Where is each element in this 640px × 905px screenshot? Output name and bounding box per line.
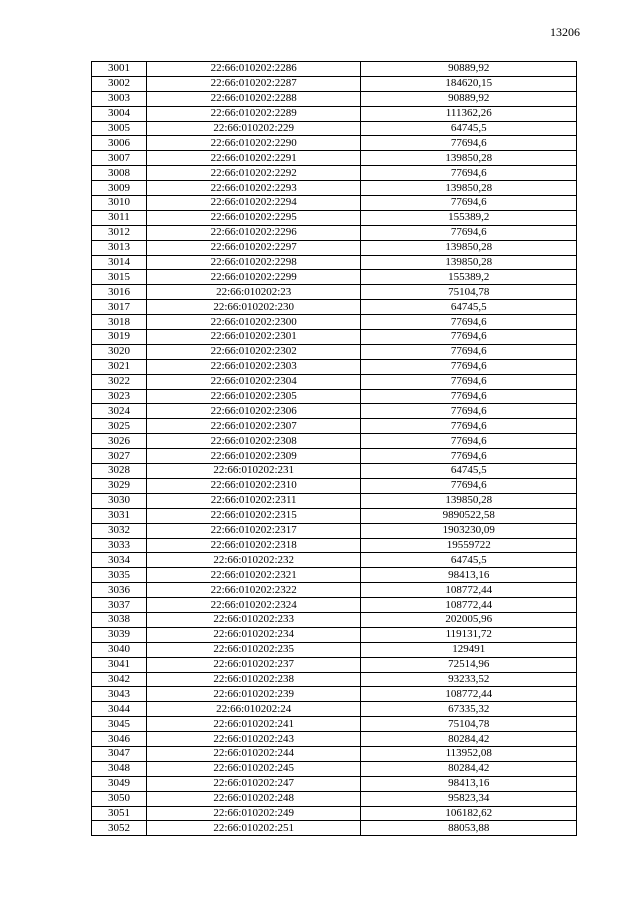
row-number-cell: 3003 bbox=[92, 91, 147, 106]
cadastral-number-cell: 22:66:010202:2306 bbox=[146, 404, 361, 419]
cadastral-value-cell: 77694,6 bbox=[361, 449, 577, 464]
table-row bbox=[92, 76, 577, 91]
cadastral-number-cell: 22:66:010202:2290 bbox=[146, 136, 361, 151]
cadastral-value-cell: 77694,6 bbox=[361, 419, 577, 434]
row-number-cell: 3029 bbox=[92, 478, 147, 493]
row-number-cell: 3027 bbox=[92, 449, 147, 464]
cadastral-value-cell: 88053,88 bbox=[361, 821, 577, 836]
row-number-cell: 3018 bbox=[92, 315, 147, 330]
row-number-cell: 3051 bbox=[92, 806, 147, 821]
cadastral-value-cell: 75104,78 bbox=[361, 285, 577, 300]
row-number-cell: 3026 bbox=[92, 434, 147, 449]
table-row bbox=[92, 210, 577, 225]
table-row bbox=[92, 523, 577, 538]
cadastral-value-cell: 77694,6 bbox=[361, 166, 577, 181]
table-row bbox=[92, 196, 577, 211]
cadastral-number-cell: 22:66:010202:249 bbox=[146, 806, 361, 821]
cadastral-number-cell: 22:66:010202:2288 bbox=[146, 91, 361, 106]
cadastral-number-cell: 22:66:010202:244 bbox=[146, 746, 361, 761]
cadastral-value-cell: 139850,28 bbox=[361, 255, 577, 270]
row-number-cell: 3036 bbox=[92, 583, 147, 598]
cadastral-value-cell: 108772,44 bbox=[361, 687, 577, 702]
row-number-cell: 3052 bbox=[92, 821, 147, 836]
table-row bbox=[92, 300, 577, 315]
table-row bbox=[92, 181, 577, 196]
table-row bbox=[92, 508, 577, 523]
table-row bbox=[92, 746, 577, 761]
cadastral-number-cell: 22:66:010202:229 bbox=[146, 121, 361, 136]
cadastral-number-cell: 22:66:010202:2322 bbox=[146, 583, 361, 598]
cadastral-value-cell: 67335,32 bbox=[361, 702, 577, 717]
cadastral-value-cell: 139850,28 bbox=[361, 240, 577, 255]
table-row bbox=[92, 568, 577, 583]
table-row bbox=[92, 687, 577, 702]
table-row bbox=[92, 657, 577, 672]
row-number-cell: 3046 bbox=[92, 732, 147, 747]
table-row bbox=[92, 598, 577, 613]
row-number-cell: 3031 bbox=[92, 508, 147, 523]
cadastral-number-cell: 22:66:010202:2318 bbox=[146, 538, 361, 553]
cadastral-number-cell: 22:66:010202:2300 bbox=[146, 315, 361, 330]
cadastral-value-table bbox=[91, 61, 577, 836]
row-number-cell: 3041 bbox=[92, 657, 147, 672]
table-row bbox=[92, 62, 577, 77]
row-number-cell: 3040 bbox=[92, 642, 147, 657]
row-number-cell: 3019 bbox=[92, 330, 147, 345]
cadastral-number-cell: 22:66:010202:251 bbox=[146, 821, 361, 836]
cadastral-number-cell: 22:66:010202:2308 bbox=[146, 434, 361, 449]
cadastral-number-cell: 22:66:010202:2287 bbox=[146, 76, 361, 91]
table-row bbox=[92, 464, 577, 479]
row-number-cell: 3044 bbox=[92, 702, 147, 717]
row-number-cell: 3004 bbox=[92, 106, 147, 121]
cadastral-value-cell: 77694,6 bbox=[361, 389, 577, 404]
cadastral-number-cell: 22:66:010202:2286 bbox=[146, 62, 361, 77]
cadastral-number-cell: 22:66:010202:2310 bbox=[146, 478, 361, 493]
cadastral-number-cell: 22:66:010202:245 bbox=[146, 761, 361, 776]
table-row bbox=[92, 225, 577, 240]
cadastral-value-cell: 77694,6 bbox=[361, 225, 577, 240]
row-number-cell: 3032 bbox=[92, 523, 147, 538]
cadastral-value-cell: 64745,5 bbox=[361, 464, 577, 479]
cadastral-number-cell: 22:66:010202:2302 bbox=[146, 344, 361, 359]
cadastral-value-cell: 77694,6 bbox=[361, 315, 577, 330]
cadastral-value-cell: 108772,44 bbox=[361, 598, 577, 613]
cadastral-number-cell: 22:66:010202:2294 bbox=[146, 196, 361, 211]
cadastral-number-cell: 22:66:010202:23 bbox=[146, 285, 361, 300]
cadastral-value-cell: 139850,28 bbox=[361, 151, 577, 166]
row-number-cell: 3017 bbox=[92, 300, 147, 315]
table-row bbox=[92, 91, 577, 106]
table-row bbox=[92, 344, 577, 359]
table-row bbox=[92, 478, 577, 493]
table-row bbox=[92, 821, 577, 836]
row-number-cell: 3022 bbox=[92, 374, 147, 389]
row-number-cell: 3023 bbox=[92, 389, 147, 404]
cadastral-value-cell: 129491 bbox=[361, 642, 577, 657]
row-number-cell: 3007 bbox=[92, 151, 147, 166]
cadastral-value-cell: 139850,28 bbox=[361, 493, 577, 508]
cadastral-value-cell: 77694,6 bbox=[361, 344, 577, 359]
row-number-cell: 3010 bbox=[92, 196, 147, 211]
cadastral-value-cell: 119131,72 bbox=[361, 627, 577, 642]
row-number-cell: 3013 bbox=[92, 240, 147, 255]
row-number-cell: 3028 bbox=[92, 464, 147, 479]
page-number: 13206 bbox=[550, 25, 580, 39]
cadastral-number-cell: 22:66:010202:2293 bbox=[146, 181, 361, 196]
cadastral-number-cell: 22:66:010202:230 bbox=[146, 300, 361, 315]
cadastral-value-cell: 202005,96 bbox=[361, 612, 577, 627]
cadastral-number-cell: 22:66:010202:2301 bbox=[146, 330, 361, 345]
row-number-cell: 3014 bbox=[92, 255, 147, 270]
cadastral-number-cell: 22:66:010202:233 bbox=[146, 612, 361, 627]
cadastral-value-cell: 72514,96 bbox=[361, 657, 577, 672]
cadastral-number-cell: 22:66:010202:248 bbox=[146, 791, 361, 806]
table-row bbox=[92, 612, 577, 627]
row-number-cell: 3035 bbox=[92, 568, 147, 583]
cadastral-number-cell: 22:66:010202:235 bbox=[146, 642, 361, 657]
table-row bbox=[92, 136, 577, 151]
cadastral-value-cell: 90889,92 bbox=[361, 91, 577, 106]
row-number-cell: 3012 bbox=[92, 225, 147, 240]
table-row bbox=[92, 791, 577, 806]
table-row bbox=[92, 538, 577, 553]
row-number-cell: 3037 bbox=[92, 598, 147, 613]
cadastral-value-cell: 9890522,58 bbox=[361, 508, 577, 523]
cadastral-number-cell: 22:66:010202:234 bbox=[146, 627, 361, 642]
table-row bbox=[92, 285, 577, 300]
table-row bbox=[92, 583, 577, 598]
cadastral-number-cell: 22:66:010202:232 bbox=[146, 553, 361, 568]
cadastral-value-cell: 77694,6 bbox=[361, 404, 577, 419]
cadastral-number-cell: 22:66:010202:2292 bbox=[146, 166, 361, 181]
row-number-cell: 3006 bbox=[92, 136, 147, 151]
table-row bbox=[92, 255, 577, 270]
table-row bbox=[92, 404, 577, 419]
table-row bbox=[92, 374, 577, 389]
table-row bbox=[92, 315, 577, 330]
cadastral-number-cell: 22:66:010202:239 bbox=[146, 687, 361, 702]
table-body bbox=[92, 62, 577, 836]
cadastral-number-cell: 22:66:010202:2305 bbox=[146, 389, 361, 404]
cadastral-value-cell: 75104,78 bbox=[361, 717, 577, 732]
table-row bbox=[92, 672, 577, 687]
cadastral-value-cell: 106182,62 bbox=[361, 806, 577, 821]
row-number-cell: 3008 bbox=[92, 166, 147, 181]
cadastral-number-cell: 22:66:010202:247 bbox=[146, 776, 361, 791]
cadastral-number-cell: 22:66:010202:2315 bbox=[146, 508, 361, 523]
table-row bbox=[92, 330, 577, 345]
cadastral-number-cell: 22:66:010202:2311 bbox=[146, 493, 361, 508]
row-number-cell: 3039 bbox=[92, 627, 147, 642]
row-number-cell: 3015 bbox=[92, 270, 147, 285]
table-row bbox=[92, 389, 577, 404]
table-row bbox=[92, 121, 577, 136]
cadastral-value-cell: 77694,6 bbox=[361, 136, 577, 151]
cadastral-number-cell: 22:66:010202:2299 bbox=[146, 270, 361, 285]
cadastral-number-cell: 22:66:010202:231 bbox=[146, 464, 361, 479]
cadastral-value-cell: 64745,5 bbox=[361, 121, 577, 136]
row-number-cell: 3016 bbox=[92, 285, 147, 300]
row-number-cell: 3011 bbox=[92, 210, 147, 225]
table-row bbox=[92, 732, 577, 747]
cadastral-number-cell: 22:66:010202:24 bbox=[146, 702, 361, 717]
cadastral-number-cell: 22:66:010202:2296 bbox=[146, 225, 361, 240]
table-row bbox=[92, 642, 577, 657]
cadastral-value-cell: 98413,16 bbox=[361, 776, 577, 791]
row-number-cell: 3049 bbox=[92, 776, 147, 791]
cadastral-value-cell: 77694,6 bbox=[361, 374, 577, 389]
table-row bbox=[92, 106, 577, 121]
table-row bbox=[92, 434, 577, 449]
row-number-cell: 3043 bbox=[92, 687, 147, 702]
row-number-cell: 3024 bbox=[92, 404, 147, 419]
table-row bbox=[92, 702, 577, 717]
cadastral-number-cell: 22:66:010202:2317 bbox=[146, 523, 361, 538]
cadastral-value-cell: 111362,26 bbox=[361, 106, 577, 121]
cadastral-value-cell: 77694,6 bbox=[361, 196, 577, 211]
cadastral-number-cell: 22:66:010202:2304 bbox=[146, 374, 361, 389]
cadastral-number-cell: 22:66:010202:2321 bbox=[146, 568, 361, 583]
row-number-cell: 3002 bbox=[92, 76, 147, 91]
row-number-cell: 3047 bbox=[92, 746, 147, 761]
cadastral-value-cell: 77694,6 bbox=[361, 478, 577, 493]
cadastral-value-cell: 155389,2 bbox=[361, 270, 577, 285]
cadastral-value-cell: 90889,92 bbox=[361, 62, 577, 77]
cadastral-value-cell: 155389,2 bbox=[361, 210, 577, 225]
cadastral-value-cell: 184620,15 bbox=[361, 76, 577, 91]
table-row bbox=[92, 359, 577, 374]
cadastral-number-cell: 22:66:010202:2291 bbox=[146, 151, 361, 166]
cadastral-value-cell: 77694,6 bbox=[361, 359, 577, 374]
cadastral-number-cell: 22:66:010202:243 bbox=[146, 732, 361, 747]
table-row bbox=[92, 151, 577, 166]
cadastral-number-cell: 22:66:010202:237 bbox=[146, 657, 361, 672]
cadastral-value-cell: 98413,16 bbox=[361, 568, 577, 583]
cadastral-value-cell: 80284,42 bbox=[361, 761, 577, 776]
cadastral-value-cell: 95823,34 bbox=[361, 791, 577, 806]
cadastral-number-cell: 22:66:010202:2298 bbox=[146, 255, 361, 270]
cadastral-number-cell: 22:66:010202:2307 bbox=[146, 419, 361, 434]
row-number-cell: 3030 bbox=[92, 493, 147, 508]
row-number-cell: 3038 bbox=[92, 612, 147, 627]
table-row bbox=[92, 270, 577, 285]
row-number-cell: 3025 bbox=[92, 419, 147, 434]
table-row bbox=[92, 776, 577, 791]
table-row bbox=[92, 553, 577, 568]
row-number-cell: 3001 bbox=[92, 62, 147, 77]
cadastral-number-cell: 22:66:010202:2289 bbox=[146, 106, 361, 121]
row-number-cell: 3050 bbox=[92, 791, 147, 806]
cadastral-value-cell: 93233,52 bbox=[361, 672, 577, 687]
row-number-cell: 3048 bbox=[92, 761, 147, 776]
row-number-cell: 3021 bbox=[92, 359, 147, 374]
row-number-cell: 3005 bbox=[92, 121, 147, 136]
row-number-cell: 3009 bbox=[92, 181, 147, 196]
cadastral-number-cell: 22:66:010202:2324 bbox=[146, 598, 361, 613]
table-row bbox=[92, 449, 577, 464]
row-number-cell: 3042 bbox=[92, 672, 147, 687]
cadastral-number-cell: 22:66:010202:2297 bbox=[146, 240, 361, 255]
cadastral-number-cell: 22:66:010202:2303 bbox=[146, 359, 361, 374]
cadastral-value-cell: 64745,5 bbox=[361, 300, 577, 315]
table-row bbox=[92, 493, 577, 508]
cadastral-value-cell: 77694,6 bbox=[361, 434, 577, 449]
cadastral-value-cell: 108772,44 bbox=[361, 583, 577, 598]
row-number-cell: 3034 bbox=[92, 553, 147, 568]
cadastral-number-cell: 22:66:010202:238 bbox=[146, 672, 361, 687]
table-row bbox=[92, 166, 577, 181]
table-row bbox=[92, 240, 577, 255]
cadastral-value-cell: 80284,42 bbox=[361, 732, 577, 747]
cadastral-number-cell: 22:66:010202:2309 bbox=[146, 449, 361, 464]
cadastral-number-cell: 22:66:010202:241 bbox=[146, 717, 361, 732]
row-number-cell: 3033 bbox=[92, 538, 147, 553]
cadastral-value-cell: 19559722 bbox=[361, 538, 577, 553]
cadastral-value-cell: 1903230,09 bbox=[361, 523, 577, 538]
cadastral-value-cell: 139850,28 bbox=[361, 181, 577, 196]
table-row bbox=[92, 806, 577, 821]
cadastral-value-cell: 113952,08 bbox=[361, 746, 577, 761]
table-row bbox=[92, 419, 577, 434]
cadastral-value-cell: 77694,6 bbox=[361, 330, 577, 345]
cadastral-value-cell: 64745,5 bbox=[361, 553, 577, 568]
row-number-cell: 3020 bbox=[92, 344, 147, 359]
table-row bbox=[92, 627, 577, 642]
table-row bbox=[92, 717, 577, 732]
row-number-cell: 3045 bbox=[92, 717, 147, 732]
table-row bbox=[92, 761, 577, 776]
cadastral-number-cell: 22:66:010202:2295 bbox=[146, 210, 361, 225]
